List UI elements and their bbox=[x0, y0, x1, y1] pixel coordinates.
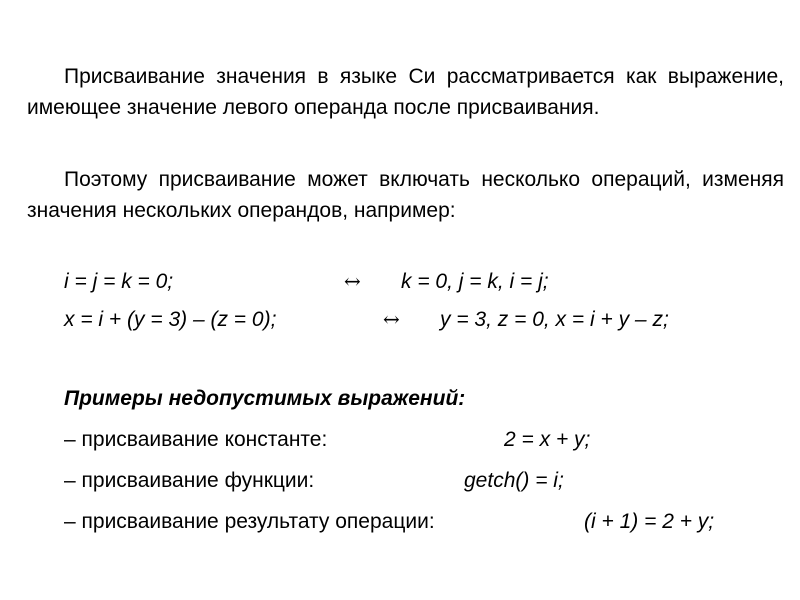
invalid-item-code: getch() = i; bbox=[464, 469, 564, 492]
invalid-item-code: (i + 1) = 2 + y; bbox=[584, 510, 715, 533]
example-right: k = 0, j = k, i = j; bbox=[401, 270, 549, 293]
intro-paragraph: Присваивание значения в языке Си рассматривается как выражение, имеющее значение левого операнда после присваивания. bbox=[27, 65, 784, 119]
multi-assign-paragraph: Поэтому присваивание может включать несколько операций, изменяя значения нескольких операндов, например: bbox=[27, 168, 784, 222]
example-right: y = 3, z = 0, x = i + y – z; bbox=[440, 308, 669, 331]
invalid-item-code: 2 = x + y; bbox=[504, 428, 591, 451]
invalid-item-label: – присваивание результату операции: bbox=[64, 510, 435, 533]
example-left: x = i + (y = 3) – (z = 0); bbox=[64, 308, 277, 331]
invalid-examples-heading: Примеры недопустимых выражений: bbox=[64, 387, 466, 410]
invalid-item-label: – присваивание константе: bbox=[64, 428, 328, 451]
example-left: i = j = k = 0; bbox=[64, 270, 174, 293]
invalid-item-label: – присваивание функции: bbox=[64, 469, 315, 492]
equivalence-arrow-icon: ↔ bbox=[383, 307, 400, 331]
equivalence-arrow-icon: ↔ bbox=[344, 269, 361, 293]
